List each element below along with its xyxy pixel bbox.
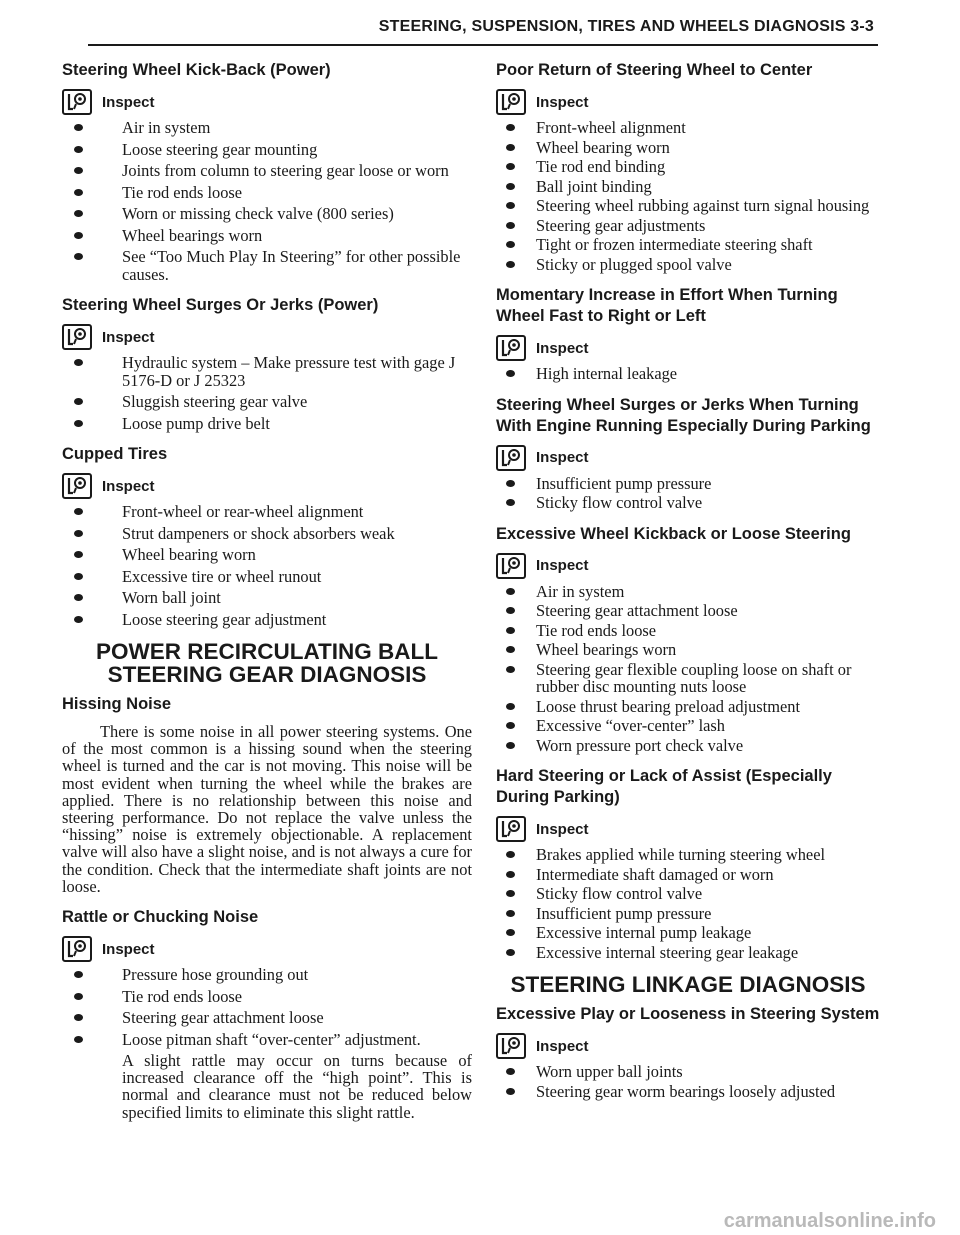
list-item-text: Excessive “over-center” lash: [536, 716, 725, 735]
bullet-list: [496, 846, 880, 961]
bullet-dot: [506, 241, 515, 248]
bullet-dot: [74, 616, 83, 623]
bullet-dot: [74, 210, 83, 217]
section-title: Steering Wheel Surges or Jerks When Turning With Engine Running Especially During Parking: [496, 395, 871, 435]
list-item-text: Steering wheel rubbing against turn signal housing: [536, 196, 870, 215]
list-item-text: Joints from column to steering gear loose or worn: [122, 161, 449, 180]
bullet-dot: [74, 359, 83, 366]
header-title: STEERING, SUSPENSION, TIRES AND WHEELS DIAGNOSIS 3-3: [378, 18, 874, 35]
list-item: [496, 698, 880, 716]
section-title: Excessive Play or Looseness in Steering System: [496, 1005, 880, 1023]
bullet-dot: [506, 144, 515, 151]
list-item: [62, 184, 472, 202]
list-item-text: Worn pressure port check valve: [536, 735, 744, 755]
inspect-heading: [62, 324, 472, 350]
bullet-dot: [506, 890, 515, 897]
list-item-text: Worn or missing check valve (800 series): [122, 204, 394, 223]
inspect-heading: [496, 1033, 880, 1059]
list-item-text: Wheel bearings worn: [536, 640, 677, 659]
inspect-magnifier-icon: [496, 1033, 526, 1059]
bullet-list: [62, 503, 472, 628]
list-item-text: Intermediate shaft damaged or worn: [536, 864, 774, 884]
list-item-text: Wheel bearing worn: [536, 137, 670, 157]
bullet-dot: [74, 253, 83, 260]
section-title: Steering Wheel Kick-Back (Power): [62, 61, 331, 79]
list-item: [496, 885, 880, 903]
list-item-text: Air in system: [122, 118, 211, 137]
section-cupped-tires: [62, 444, 472, 628]
list-item-text: High internal leakage: [536, 364, 678, 383]
list-item: [62, 966, 472, 984]
inspect-magnifier-icon: [496, 553, 526, 579]
inspect-heading: [496, 89, 880, 115]
bullet-dot: [74, 1014, 83, 1021]
inspect-heading: [496, 816, 880, 842]
bullet-list: [496, 365, 880, 383]
list-item-text: Loose pitman shaft “over-center” adjustment.: [122, 1029, 421, 1049]
bullet-dot: [506, 646, 515, 653]
list-item: [62, 525, 472, 543]
list-item-text: Tie rod ends loose: [122, 986, 243, 1006]
list-item: [496, 661, 880, 696]
bullet-dot: [506, 949, 515, 956]
inspect-heading: [62, 89, 472, 115]
bullet-dot: [74, 551, 83, 558]
bullet-dot: [506, 703, 515, 710]
list-item: [62, 1009, 472, 1027]
bullet-dot: [506, 851, 515, 858]
list-item: [62, 248, 472, 283]
bullet-dot: [506, 666, 515, 673]
list-item: [496, 924, 880, 942]
list-item-text: Steering gear worm bearings loosely adjusted: [536, 1081, 836, 1101]
section-title: Poor Return of Steering Wheel to Center: [496, 61, 813, 79]
inspect-magnifier-icon: [62, 324, 92, 350]
list-item: [496, 866, 880, 884]
watermark: carmanualsonline.info: [723, 1210, 936, 1232]
list-item: [496, 158, 880, 176]
list-item-text: Ball joint binding: [536, 176, 652, 196]
list-item: [62, 119, 472, 137]
list-item: [62, 227, 472, 245]
list-item-text: Wheel bearing worn: [122, 545, 256, 564]
list-item: [62, 568, 472, 586]
list-item: [496, 622, 880, 640]
inspect-label: Inspect: [102, 93, 155, 111]
bullet-dot: [506, 480, 515, 487]
list-item-text: Steering gear attachment loose: [536, 601, 738, 620]
section-title: Rattle or Chucking Noise: [62, 908, 259, 927]
bullet-list: [62, 966, 472, 1048]
list-item-text: Tie rod end binding: [536, 157, 666, 176]
list-item: [496, 944, 880, 962]
list-item: [496, 475, 880, 493]
bullet-dot: [506, 163, 515, 170]
list-item: [496, 139, 880, 157]
bullet-list: [62, 119, 472, 283]
section-title: Excessive Wheel Kickback or Loose Steering: [496, 524, 851, 543]
bullet-dot: [74, 398, 83, 405]
bullet-dot: [506, 370, 515, 377]
bullet-list: [62, 354, 472, 432]
list-item: [62, 546, 472, 564]
page-header: [88, 14, 878, 46]
list-item: [496, 256, 880, 274]
inspect-label: Inspect: [536, 557, 589, 574]
section-hissing: [62, 694, 472, 895]
list-item-text: Sticky flow control valve: [536, 884, 703, 903]
list-item: [496, 494, 880, 512]
bullet-dot: [74, 573, 83, 580]
list-item-text: Excessive internal steering gear leakage: [536, 942, 799, 962]
bullet-dot: [506, 607, 515, 614]
bullet-dot: [74, 1036, 83, 1043]
list-item-text: Tight or frozen intermediate steering shaft: [536, 235, 813, 254]
bullet-dot: [506, 202, 515, 209]
list-item: [62, 1031, 472, 1049]
list-item: [496, 583, 880, 601]
list-item-text: Loose pump drive belt: [122, 413, 270, 433]
list-item-text: Hydraulic system – Make pressure test with gage J 5176-D or J 25323: [122, 353, 456, 390]
inspect-magnifier-icon: [496, 335, 526, 361]
list-item-text: Steering gear adjustments: [536, 215, 706, 235]
list-item: [496, 846, 880, 864]
section-surges: [62, 295, 472, 432]
list-item-text: Wheel bearings worn: [122, 225, 263, 245]
section-title: Hard Steering or Lack of Assist (Especially During Parking): [496, 767, 832, 806]
section-surges-turning: [496, 395, 880, 512]
bullet-dot: [74, 189, 83, 196]
list-item-text: Sticky or plugged spool valve: [536, 254, 732, 274]
list-item: [496, 365, 880, 383]
bullet-dot: [74, 420, 83, 427]
list-item: [496, 602, 880, 620]
list-item-text: Excessive tire or wheel runout: [122, 566, 322, 586]
bullet-dot: [506, 871, 515, 878]
bullet-dot: [74, 594, 83, 601]
list-item: [496, 178, 880, 196]
list-item: [62, 354, 472, 389]
list-item-text: Worn upper ball joints: [536, 1062, 683, 1081]
list-item: [62, 503, 472, 521]
list-item: [62, 415, 472, 433]
list-item-text: Front-wheel or rear-wheel alignment: [122, 502, 364, 521]
list-item-text: Steering gear attachment loose: [122, 1008, 324, 1028]
inspect-label: Inspect: [102, 328, 155, 346]
bullet-dot: [74, 993, 83, 1000]
list-item: [62, 988, 472, 1006]
bullet-dot: [506, 742, 515, 749]
list-item-text: Front-wheel alignment: [536, 118, 686, 137]
inspect-heading: [496, 445, 880, 471]
section-excessive-play: [496, 1004, 880, 1100]
inspect-heading: [62, 473, 472, 499]
section-title: Cupped Tires: [62, 445, 168, 463]
list-item-text: See “Too Much Play In Steering” for other possible causes.: [122, 247, 461, 284]
bullet-dot: [506, 261, 515, 268]
inspect-heading: [62, 936, 472, 962]
list-item: [62, 393, 472, 411]
inspect-heading: [496, 553, 880, 579]
list-item: [496, 717, 880, 735]
bullet-dot: [506, 183, 515, 190]
list-item: [62, 141, 472, 159]
list-item-text: Sluggish steering gear valve: [122, 392, 308, 411]
bullet-list: [496, 1063, 880, 1100]
inspect-magnifier-icon: [496, 89, 526, 115]
list-item-text: Excessive internal pump leakage: [536, 923, 752, 942]
inspect-magnifier-icon: [496, 816, 526, 842]
list-item: [496, 641, 880, 659]
inspect-heading: [496, 335, 880, 361]
list-item-text: Worn ball joint: [122, 588, 221, 607]
list-item: [62, 611, 472, 629]
bullet-list: [496, 475, 880, 512]
section-title: Steering Wheel Surges Or Jerks (Power): [62, 296, 379, 314]
list-item: [62, 589, 472, 607]
list-item: [496, 737, 880, 755]
bullet-list: [496, 583, 880, 755]
list-item: [496, 197, 880, 215]
bullet-dot: [506, 588, 515, 595]
section-momentary: [496, 285, 880, 383]
bullet-dot: [506, 499, 515, 506]
right-column: [496, 60, 880, 1112]
list-item-text: Tie rod ends loose: [536, 620, 657, 640]
list-item: [62, 205, 472, 223]
list-item-text: Brakes applied while turning steering wheel: [536, 845, 826, 864]
left-column: [62, 60, 472, 1133]
list-item-text: Steering gear flexible coupling loose on shaft or rubber disc mounting nuts loose: [536, 659, 852, 696]
list-item-text: Sticky flow control valve: [536, 493, 703, 512]
list-item-text: Pressure hose grounding out: [122, 965, 309, 985]
list-item-text: Air in system: [536, 581, 625, 601]
inspect-magnifier-icon: [62, 89, 92, 115]
section-title: Momentary Increase in Effort When Turning Wheel Fast to Right or Left: [496, 286, 838, 325]
inspect-label: Inspect: [536, 339, 589, 357]
inspect-label: Inspect: [536, 820, 589, 838]
inspect-label: Inspect: [102, 940, 155, 958]
list-item-text: Strut dampeners or shock absorbers weak: [122, 523, 395, 543]
bullet-dot: [74, 146, 83, 153]
bullet-dot: [74, 124, 83, 131]
bullet-dot: [506, 627, 515, 634]
bullet-dot: [506, 222, 515, 229]
list-item-text: Tie rod ends loose: [122, 182, 243, 202]
inspect-label: Inspect: [102, 477, 155, 495]
bullet-dot: [506, 722, 515, 729]
list-item: [496, 1063, 880, 1081]
bullet-dot: [506, 1068, 515, 1075]
bullet-list: [496, 119, 880, 273]
bullet-dot: [74, 971, 83, 978]
major-section-title: POWER RECIRCULATING BALL STEERING GEAR DIAGNOSIS: [95, 639, 439, 687]
list-item: [496, 217, 880, 235]
bullet-dot: [506, 910, 515, 917]
list-item-text: Loose steering gear adjustment: [122, 609, 327, 629]
inspect-magnifier-icon: [62, 936, 92, 962]
section-hard-steering: [496, 766, 880, 961]
major-section-title: STEERING LINKAGE DIAGNOSIS: [510, 972, 866, 997]
list-item-text: Insufficient pump pressure: [536, 473, 712, 493]
section-excessive-kickback: [496, 524, 880, 755]
bullet-dot: [74, 167, 83, 174]
list-item-text: Loose thrust bearing preload adjustment: [536, 696, 801, 716]
inspect-label: Inspect: [536, 1037, 589, 1055]
inspect-magnifier-icon: [62, 473, 92, 499]
list-item: [496, 1083, 880, 1101]
note-paragraph: A slight rattle may occur on turns because of increased clearance off the “high point”. This is normal and clearance must not be reduced below specified limits to eliminate this slight rattle.: [122, 1051, 472, 1122]
paragraph: There is some noise in all power steering systems. One of the most common is a hissing sound when the steering wheel is turned and the car is not moving. This noise will be most evident when turning the wheel while the brakes are applied. There is no relationship between this noise and steering performance. Do not replace the valve unless the “hissing” noise is extremely objectionable. A replacement valve will also have a slight noise, and is not always a cure for the condition. Check that the intermediate shaft joints are not loose.: [62, 722, 472, 896]
inspect-magnifier-icon: [496, 445, 526, 471]
bullet-dot: [74, 232, 83, 239]
section-title: Hissing Noise: [62, 695, 172, 713]
bullet-dot: [74, 508, 83, 515]
bullet-dot: [74, 530, 83, 537]
list-item-text: Insufficient pump pressure: [536, 903, 712, 923]
section-rattle: [62, 907, 472, 1121]
bullet-dot: [506, 124, 515, 131]
section-poor-return: [496, 60, 880, 273]
inspect-label: Inspect: [536, 93, 589, 111]
list-item: [496, 905, 880, 923]
bullet-dot: [506, 1088, 515, 1095]
list-item: [496, 119, 880, 137]
inspect-label: Inspect: [536, 449, 589, 466]
bullet-dot: [506, 929, 515, 936]
list-item: [496, 236, 880, 254]
list-item-text: Loose steering gear mounting: [122, 139, 318, 159]
list-item: [62, 162, 472, 180]
section-kickback: [62, 60, 472, 283]
